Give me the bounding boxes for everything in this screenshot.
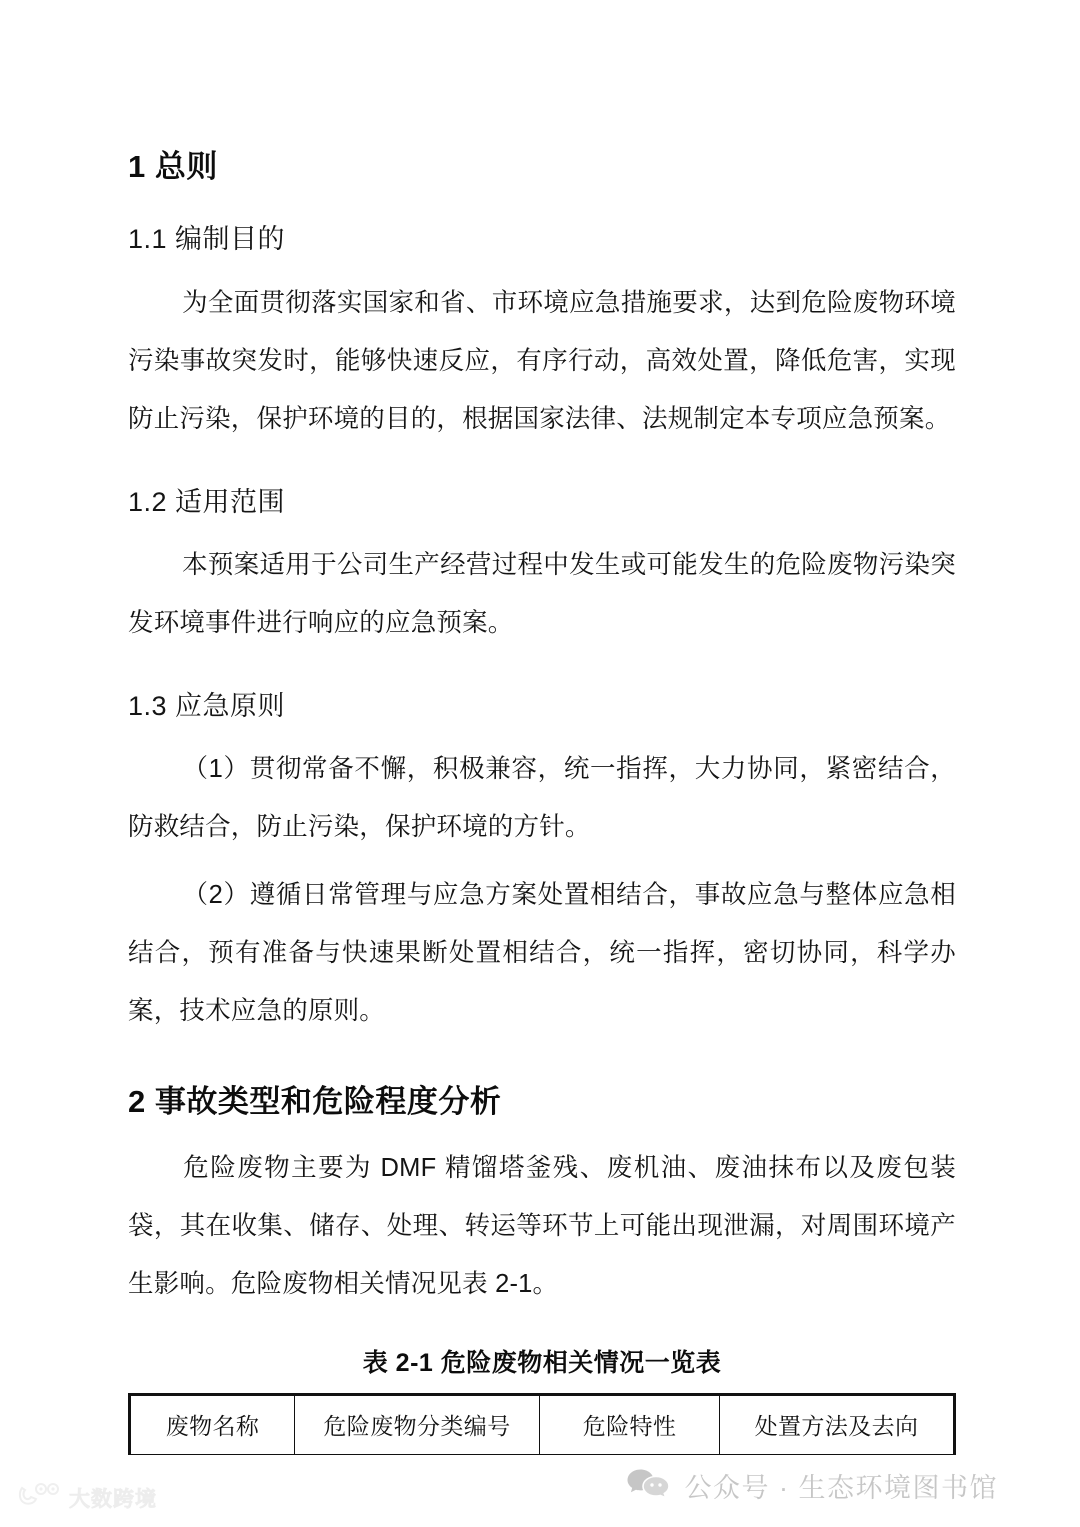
paragraph-text: 危险废物主要为 DMF 精馏塔釜残、废机油、废油抹布以及废包装袋，其在收集、储存、处理、转运等环节上可能出现泄漏，对周围环境产生影响。危险废物相关情况见表 2-1。	[128, 1153, 956, 1298]
paragraph	[128, 1121, 956, 1313]
subsection-heading-1-3: 1.3 应急原则	[128, 690, 286, 721]
paragraph-text: 本预案适用于公司生产经营过程中发生或可能发生的危险废物污染突发环境事件进行响应的应急预案。	[128, 550, 956, 637]
paragraph-text: （2）遵循日常管理与应急方案处置相结合，事故应急与整体应急相结合，预有准备与快速果断处置相结合，统一指挥，密切协同，科学办案，技术应急的原则。	[128, 881, 956, 1026]
watermark-right-text: 公众号 · 生态环境图书馆	[684, 1473, 998, 1503]
section-heading-2: 2 事故类型和危险程度分析	[128, 1084, 502, 1120]
subsection-heading-1-2: 1.2 适用范围	[128, 486, 286, 517]
watermark-left	[18, 1482, 157, 1513]
paragraph-list-item	[128, 856, 956, 1040]
section-heading-1: 1 总则	[128, 149, 218, 184]
paragraph-text: （1）贯彻常备不懈，积极兼容，统一指挥，大力协同，紧密结合，防救结合，防止污染，保护环境的方针。	[128, 755, 956, 842]
table-header-cell-waste-code: 危险废物分类编号	[295, 1394, 540, 1454]
table-header-row	[130, 1394, 955, 1454]
dashujingjing-logo-icon	[18, 1482, 62, 1513]
page-content	[128, 0, 956, 1455]
hazardous-waste-table	[128, 1393, 956, 1455]
paragraph	[128, 518, 956, 652]
watermark-right	[626, 1466, 999, 1505]
paragraph	[128, 256, 956, 448]
table-header-cell-hazard-property: 危险特性	[540, 1394, 720, 1454]
table-header-cell-waste-name: 废物名称	[130, 1394, 295, 1454]
table-caption: 表 2-1 危险废物相关情况一览表	[362, 1348, 722, 1377]
wechat-icon	[626, 1467, 672, 1504]
subsection-heading-1-1: 1.1 编制目的	[128, 224, 286, 255]
watermark-left-text: 大数跨境	[69, 1487, 157, 1511]
paragraph-text: 为全面贯彻落实国家和省、市环境应急措施要求，达到危险废物环境污染事故突发时，能够快速反应，有序行动，高效处置，降低危害，实现防止污染，保护环境的目的，根据国家法律、法规制定本专项应急预案。	[128, 288, 956, 433]
table-header-cell-disposal-method: 处置方法及去向	[720, 1394, 955, 1454]
paragraph-list-item	[128, 722, 956, 856]
